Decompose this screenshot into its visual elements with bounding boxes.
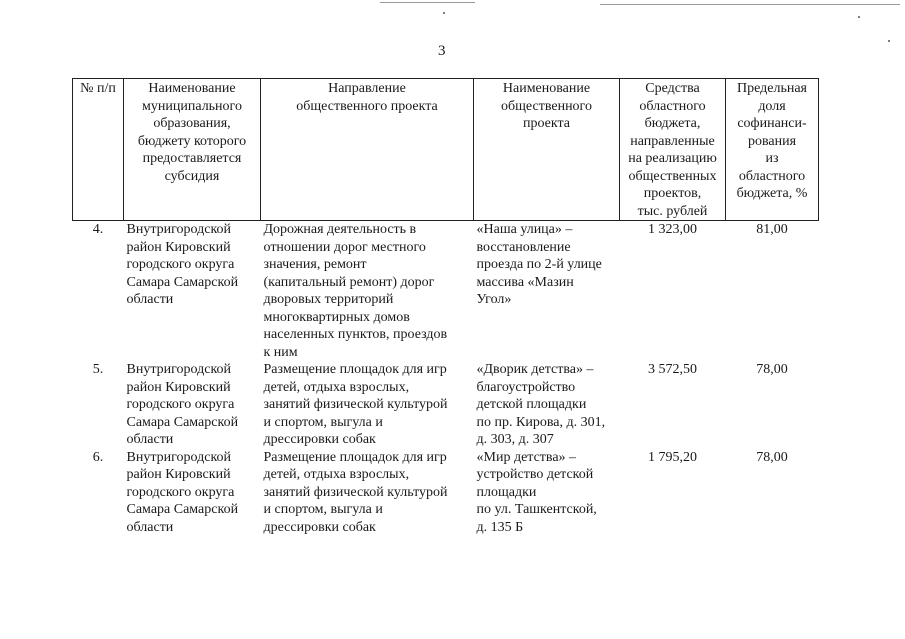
table-row — [73, 449, 819, 541]
row-number: 5. — [92, 362, 104, 377]
table-row — [73, 221, 819, 362]
header-share: Предельная доля софинанси- рования из областного бюджета, % — [726, 79, 819, 221]
row-number: 6. — [92, 449, 104, 465]
funds-cell: 3 572,50 — [648, 362, 697, 377]
municipality-cell: Внутригородской район Кировский городского округа Самара Самарской области — [126, 222, 239, 307]
share-cell: 81,00 — [756, 222, 788, 237]
header-funds: Средства областного бюджета, направленные на реализацию общественных проектов, тыс. рублей — [620, 79, 726, 221]
scan-artifact-speck — [888, 40, 890, 42]
municipality-cell: Внутригородской район Кировский городского округа Самара Самарской области — [126, 362, 239, 447]
project-cell: «Дворик детства» – благоустройство детской площадки по пр. Кирова, д. 301, д. 303, д. 307 — [476, 362, 606, 447]
direction-cell: Дорожная деятельность в отношении дорог местного значения, ремонт (капитальный ремонт) дорог дворовых территорий многоквартирных домов населенных пунктов, проездов к ним — [263, 222, 448, 360]
header-direction: Направление общественного проекта — [261, 79, 474, 221]
row-number: 4. — [92, 222, 104, 237]
direction-cell: Размещение площадок для игр детей, отдыха взрослых, занятий физической культурой и спортом, выгула и дрессировки собак — [263, 362, 448, 447]
header-num: № п/п — [73, 79, 124, 221]
funds-cell: 1 323,00 — [648, 222, 697, 237]
project-cell: «Наша улица» – восстановление проезда по 2-й улице массива «Мазин Угол» — [476, 222, 602, 307]
header-project: Наименование общественного проекта — [474, 79, 620, 221]
funds-cell: 1 795,20 — [648, 449, 697, 465]
scan-artifact-line — [600, 4, 900, 5]
share-cell: 78,00 — [756, 449, 788, 465]
scan-artifact-speck — [858, 16, 860, 18]
page-number: 3 — [438, 43, 446, 59]
table-row — [73, 361, 819, 449]
share-cell: 78,00 — [756, 362, 788, 377]
scan-artifact-speck — [443, 12, 445, 14]
project-cell: «Мир детства» – устройство детской площадки по ул. Ташкентской, д. 135 Б — [476, 449, 597, 535]
table-header-row — [73, 79, 819, 221]
header-municipality: Наименование муниципального образования, бюджету которого предоставляется субсидия — [124, 79, 261, 221]
municipality-cell: Внутригородской район Кировский городского округа Самара Самарской области — [126, 449, 239, 535]
scan-artifact-line — [380, 2, 475, 3]
subsidy-table — [72, 78, 819, 541]
direction-cell: Размещение площадок для игр детей, отдыха взрослых, занятий физической культурой и спортом, выгула и дрессировки собак — [263, 449, 448, 535]
